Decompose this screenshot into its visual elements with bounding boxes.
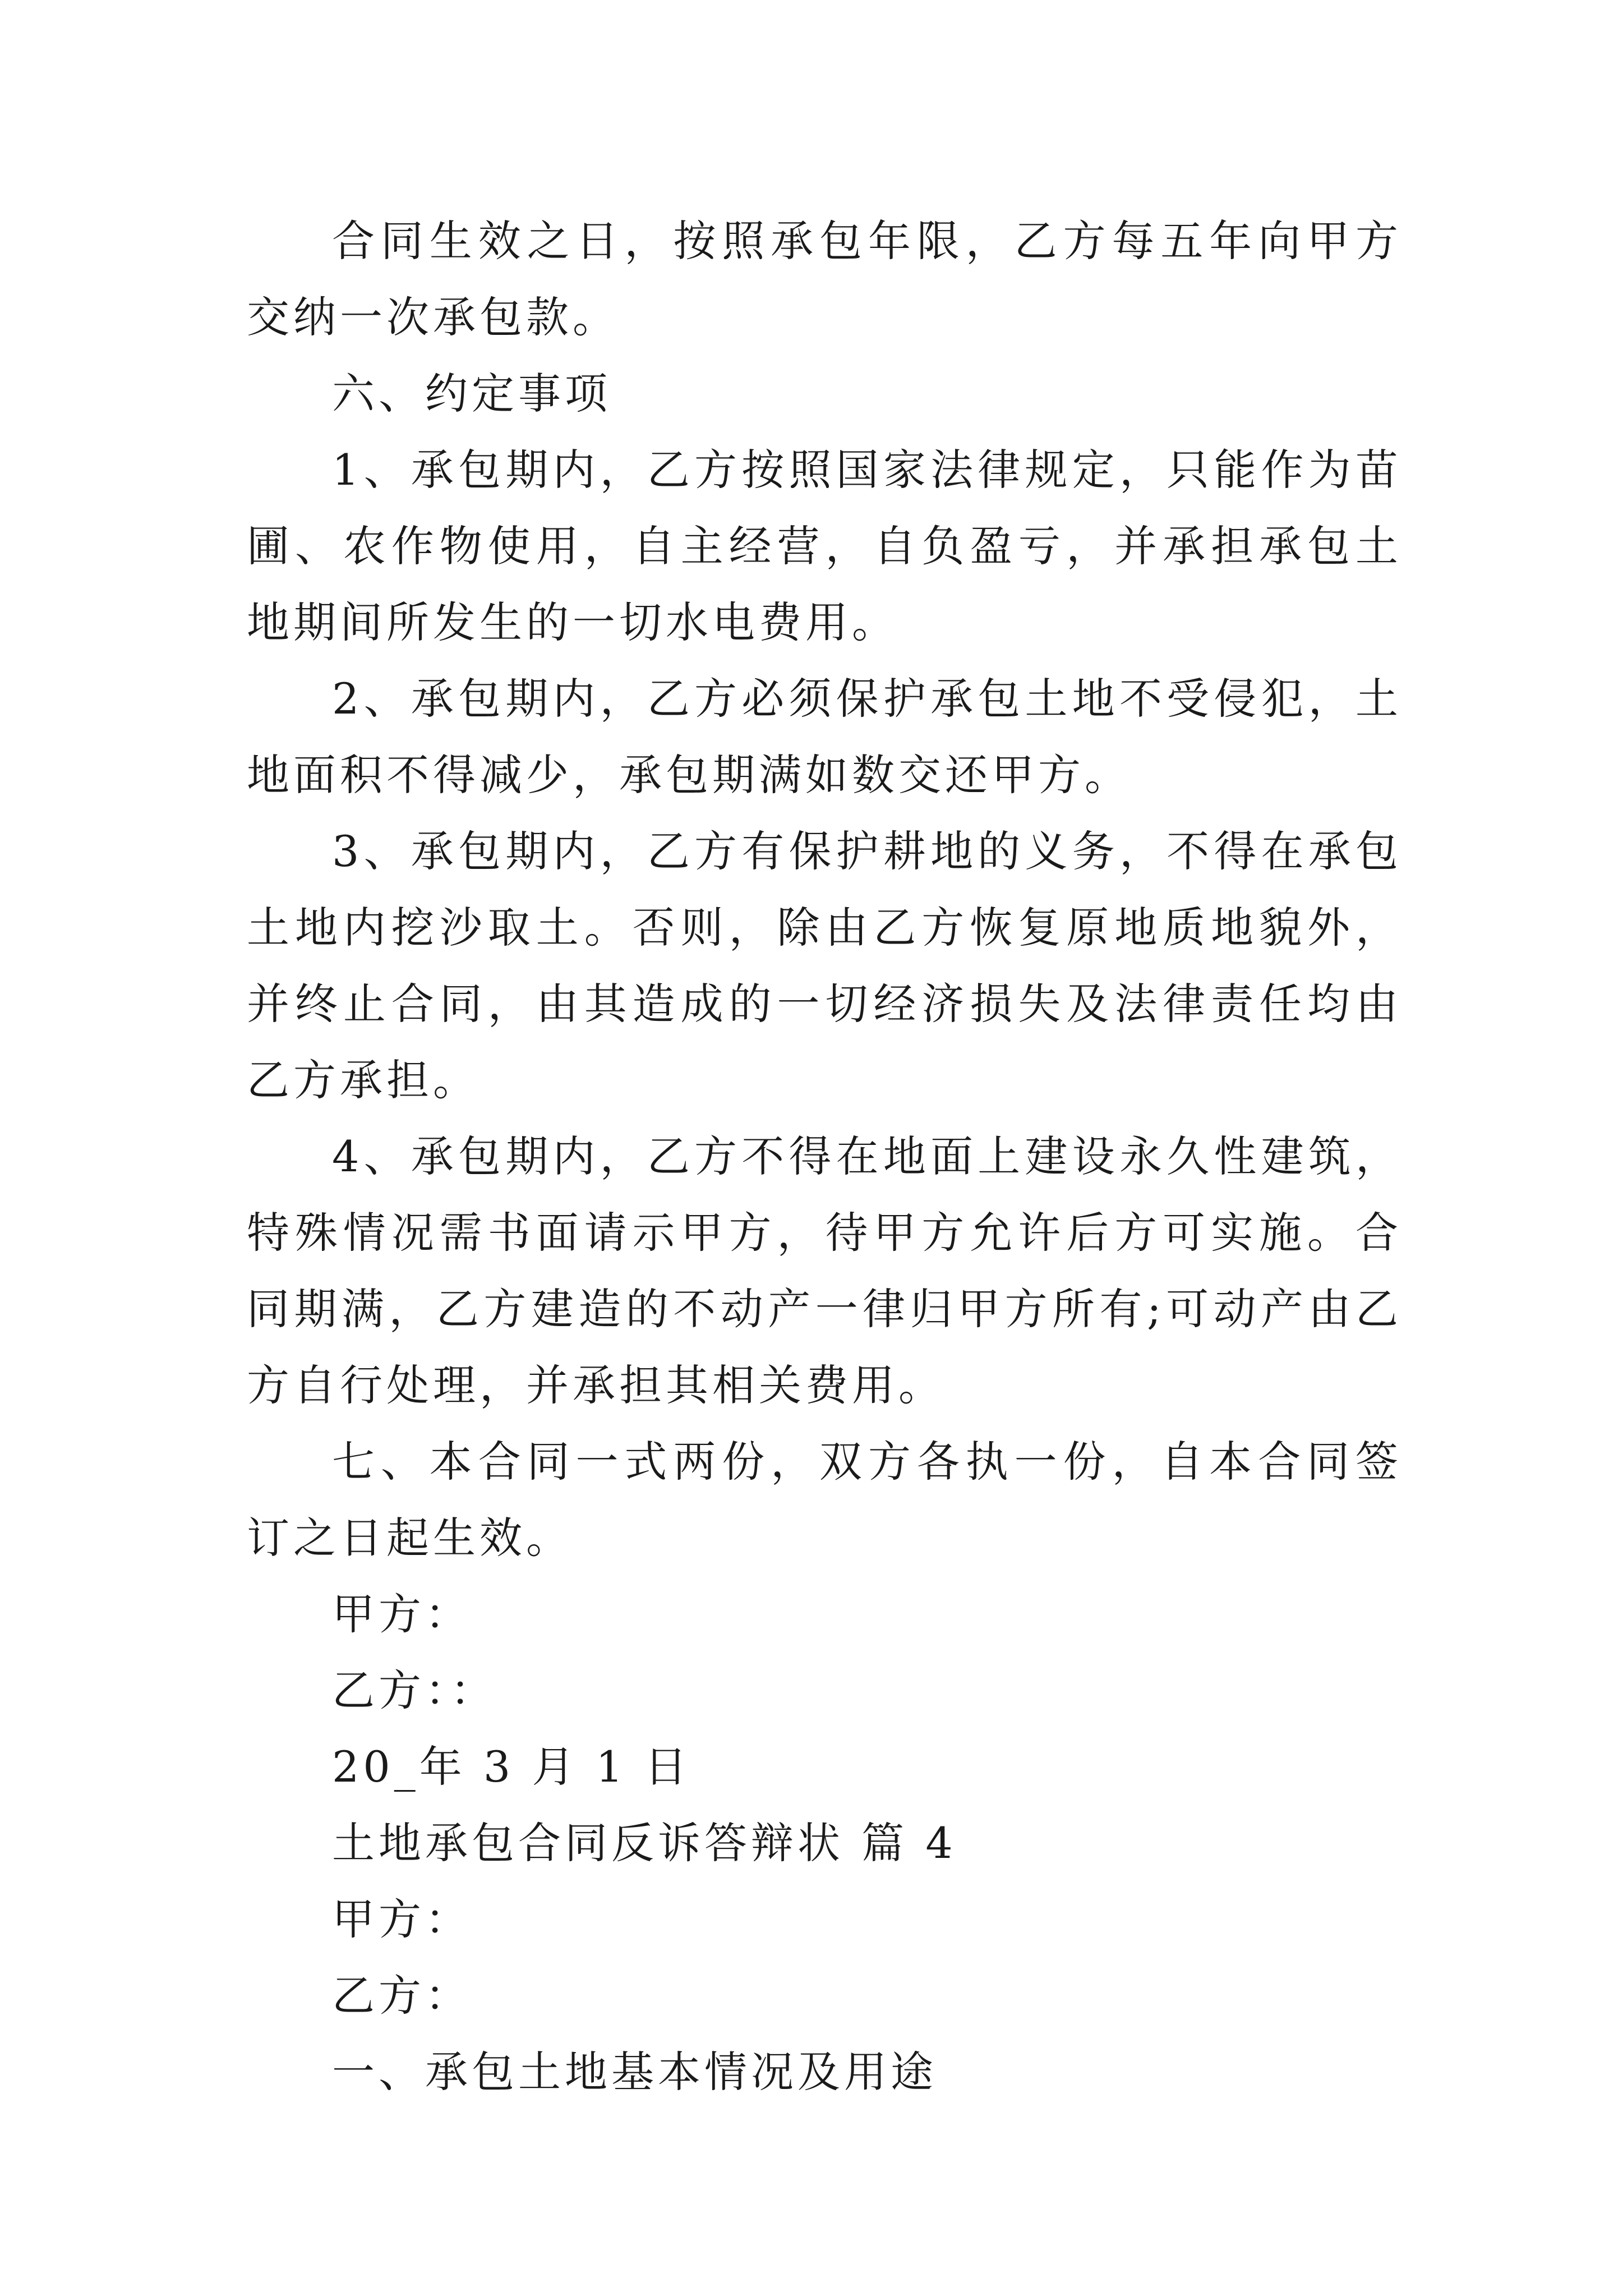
signature-date: 20_年 3 月 1 日 [332, 1742, 691, 1792]
section-title: 土地承包合同反诉答辩状 篇 4 [332, 1818, 957, 1868]
signature-party-a: 甲方： [332, 1589, 472, 1639]
section-party-a: 甲方： [332, 1894, 472, 1944]
paragraph-copies: 七、本合同一式两份，双方各执一份，自本合同签订之日起生效。 [247, 1437, 1402, 1563]
paragraph-item-2: 2、承包期内，乙方必须保护承包土地不受侵犯，土地面积不得减少，承包期满如数交还甲方。 [247, 674, 1402, 800]
section-party-b: 乙方： [332, 1971, 472, 2021]
paragraph-item-4: 4、承包期内，乙方不得在地面上建设永久性建筑，特殊情况需书面请示甲方，待甲方允许后方可实施。合同期满，乙方建造的不动产一律归甲方所有;可动产由乙方自行处理，并承担其相关费用。 [247, 1131, 1402, 1410]
paragraph-payment-term: 合同生效之日，按照承包年限，乙方每五年向甲方交纳一次承包款。 [247, 216, 1402, 342]
paragraph-item-3: 3、承包期内，乙方有保护耕地的义务，不得在承包土地内挖沙取土。否则，除由乙方恢复原地质地貌外，并终止合同，由其造成的一切经济损失及法律责任均由乙方承担。 [247, 826, 1402, 1105]
paragraph-item-1: 1、承包期内，乙方按照国家法律规定，只能作为苗圃、农作物使用，自主经营，自负盈亏，并承担承包土地期间所发生的一切水电费用。 [247, 445, 1402, 647]
signature-party-b: 乙方：： [332, 1665, 497, 1715]
document-body [247, 203, 1402, 2110]
section-heading-agreed-items: 六、约定事项 [332, 369, 611, 418]
section-first-heading: 一、承包土地基本情况及用途 [332, 2047, 937, 2097]
